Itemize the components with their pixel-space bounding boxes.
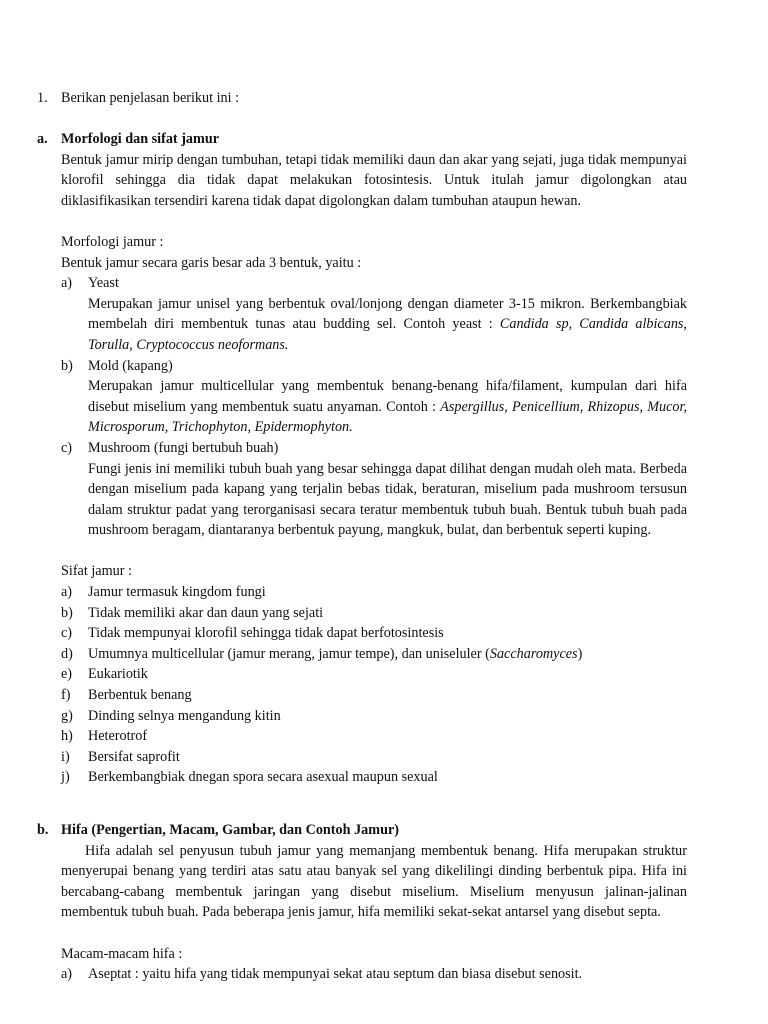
sifat-item: e) Eukariotik [61, 666, 148, 683]
section-a-intro: Bentuk jamur mirip dengan tumbuhan, tetapi tidak memiliki daun dan akar yang sejati, juga tidak mempunyai klorofil sehingga dia tidak dapat melakukan fotosintesis. Untuk itulah jamur digolongkan atau diklasifikasikan tersendiri karena tidak dapat digolongkan dalam tumbuhan ataupun hewan. [61, 151, 687, 209]
section-a-heading [37, 129, 687, 150]
sifat-item: h) Heterotrof [61, 728, 148, 745]
sifat-item: j) Berkembangbiak dnegan spora secara asexual maupun sexual [61, 769, 438, 786]
section-title: Hifa (Pengertian, Macam, Gambar, dan Contoh Jamur) [61, 822, 399, 838]
form-description: Merupakan jamur unisel yang berbentuk oval/lonjong dengan diameter 3-15 mikron. Berkembangbiak membelah diri membentuk tunas atau budding sel. Contoh yeast : Candida sp, Candida albicans, Torulla, Cryptococcus neoformans. [88, 295, 687, 353]
form-examples: Aspergillus, Penicellium, Rhizopus, Mucor, Microsporum, Trichophyton, Epidermophyton. [88, 398, 687, 436]
form-item-mold [61, 356, 687, 438]
sifat-item: g) Dinding selnya mengandung kitin [61, 707, 281, 724]
morfologi-intro: Bentuk jamur secara garis besar ada 3 bentuk, yaitu : [61, 254, 362, 271]
item-number: 1. [37, 90, 48, 106]
sifat-item: i) Bersifat saprofit [61, 748, 180, 765]
sifat-item: b) Tidak memiliki akar dan daun yang sejati [61, 604, 324, 621]
section-b-heading [37, 820, 687, 841]
form-name: Mold (kapang) [88, 357, 173, 374]
form-examples: Candida sp, Candida albicans, Torulla, Cryptococcus neoformans. [88, 316, 687, 353]
sifat-item: c) Tidak mempunyai klorofil sehingga tidak dapat berfotosintesis [61, 625, 444, 642]
section-a [37, 129, 687, 788]
sifat-item: a) Jamur termasuk kingdom fungi [61, 584, 266, 601]
section-letter: a. [37, 131, 48, 147]
form-description: Merupakan jamur multicellular yang membentuk benang-benang hifa/filament, kumpulan dari hifa disebut miselium yang membentuk suatu anyaman. Contoh : Aspergillus, Penicellium, Rhizopus, Mucor, Microsporum, Trichophyton, Epidermophyton. [88, 378, 687, 436]
macam-item: a) Aseptat : yaitu hifa yang tidak mempunyai sekat atau septum dan biasa disebut senosit. [61, 966, 583, 983]
list-label: b) [61, 357, 73, 374]
macam-title: Macam-macam hifa : [61, 945, 183, 962]
sifat-title: Sifat jamur : [61, 563, 132, 580]
form-name: Yeast [88, 275, 119, 292]
section-letter: b. [37, 822, 49, 838]
form-item-mushroom [61, 438, 687, 541]
section-b [37, 820, 687, 985]
list-label: c) [61, 439, 73, 456]
item-text: Berikan penjelasan berikut ini : [61, 90, 240, 106]
sifat-item: f) Berbentuk benang [61, 687, 192, 704]
sifat-item: d) Umumnya multicellular (jamur merang, jamur tempe), dan uniseluler (Saccharomyces) [61, 645, 583, 662]
section-title: Morfologi dan sifat jamur [61, 131, 220, 147]
form-name: Mushroom (fungi bertubuh buah) [88, 439, 279, 456]
morfologi-title: Morfologi jamur : [61, 233, 164, 250]
section-b-intro: Hifa adalah sel penyusun tubuh jamur yang memanjang membentuk benang. Hifa merupakan struktur menyerupai benang yang terdiri atas satu atau banyak sel yang dikelilingi dinding berbentuk pipa. Hifa ini bercabang-cabang membentuk jaringan yang disebut miselium. Miselium menyusun jalinan-jalinan membentuk tubuh buah. Pada beberapa jenis jamur, hifa memiliki sekat-sekat antarsel yang disebut septa. [61, 842, 687, 921]
list-label: a) [61, 275, 73, 292]
form-item-yeast [61, 273, 687, 355]
form-description: Fungi jenis ini memiliki tubuh buah yang besar sehingga dapat dilihat dengan mudah oleh mata. Berbeda dengan miselium pada kapang yang terjalin bebas tidak, beraturan, miselium pada mushroom tersusun dalam struktur padat yang terorganisasi secara teratur membentuk tubuh buah. Bentuk tubuh buah pada mushroom beragam, diantaranya berbentuk payung, mangkuk, bulat, dan berbentuk seperti kuping. [88, 460, 687, 539]
